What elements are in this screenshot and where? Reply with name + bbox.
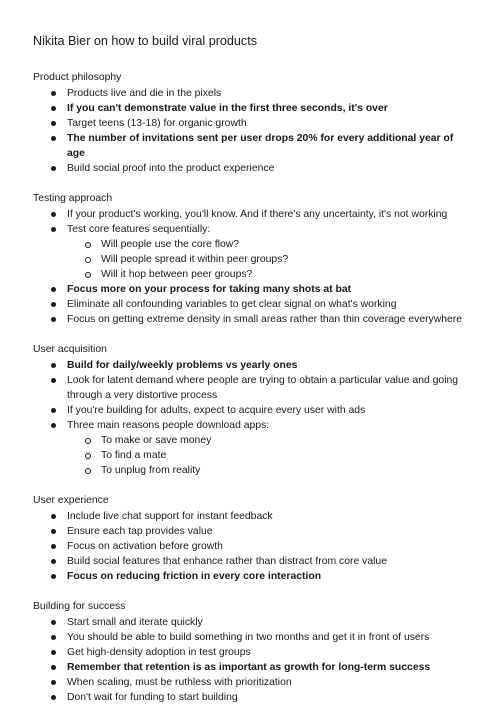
section bbox=[33, 70, 468, 176]
section-heading: Building for success bbox=[33, 601, 126, 612]
sub-bullet-item: To find a mate bbox=[33, 448, 468, 463]
bullet-item: Build for daily/weekly problems vs yearly ones bbox=[33, 358, 468, 373]
section bbox=[33, 493, 468, 584]
bullet-item: Focus on reducing friction in every core interaction bbox=[33, 569, 468, 584]
bullet-item: Focus on activation before growth bbox=[33, 539, 468, 554]
bullet-item: Target teens (13-18) for organic growth bbox=[33, 116, 468, 131]
bullet-item: Focus more on your process for taking many shots at bat bbox=[33, 282, 468, 297]
bullet-item: Get high-density adoption in test groups bbox=[33, 645, 468, 660]
bullet-item: Remember that retention is as important as growth for long-term success bbox=[33, 660, 468, 675]
bullet-item: If you can't demonstrate value in the first three seconds, it's over bbox=[33, 101, 468, 116]
bullet-list bbox=[33, 207, 468, 327]
sub-bullet-item: Will people spread it within peer groups? bbox=[33, 252, 468, 267]
bullet-item: Focus on getting extreme density in small areas rather than thin coverage everywhere bbox=[33, 312, 468, 327]
section-heading: Product philosophy bbox=[33, 72, 122, 83]
bullet-item: You should be able to build something in two months and get it in front of users bbox=[33, 630, 468, 645]
bullet-item: If your product's working, you'll know. And if there's any uncertainty, it's not working bbox=[33, 207, 468, 222]
bullet-item: Don't wait for funding to start building bbox=[33, 690, 468, 705]
bullet-item: Include live chat support for instant feedback bbox=[33, 509, 468, 524]
bullet-item: Eliminate all confounding variables to get clear signal on what's working bbox=[33, 297, 468, 312]
bullet-list bbox=[33, 509, 468, 584]
bullet-item: When scaling, must be ruthless with prioritization bbox=[33, 675, 468, 690]
section bbox=[33, 342, 468, 478]
bullet-list bbox=[33, 86, 468, 176]
section bbox=[33, 599, 468, 705]
bullet-item: Build social proof into the product experience bbox=[33, 161, 468, 176]
bullet-item: Three main reasons people download apps: bbox=[33, 418, 468, 433]
sub-bullet-item: Will it hop between peer groups? bbox=[33, 267, 468, 282]
bullet-item: Look for latent demand where people are trying to obtain a particular value and going through a very distortive process bbox=[33, 373, 468, 403]
bullet-item: Build social features that enhance rather than distract from core value bbox=[33, 554, 468, 569]
sub-bullet-item: To unplug from reality bbox=[33, 463, 468, 478]
bullet-list bbox=[33, 615, 468, 705]
document-body bbox=[33, 70, 468, 705]
section-heading: User experience bbox=[33, 495, 109, 506]
section bbox=[33, 191, 468, 327]
bullet-item: Test core features sequentially: bbox=[33, 222, 468, 237]
sub-bullet-item: Will people use the core flow? bbox=[33, 237, 468, 252]
bullet-item: Ensure each tap provides value bbox=[33, 524, 468, 539]
document-title: Nikita Bier on how to build viral products bbox=[33, 34, 257, 48]
bullet-item: The number of invitations sent per user drops 20% for every additional year of age bbox=[33, 131, 468, 161]
bullet-item: Products live and die in the pixels bbox=[33, 86, 468, 101]
section-heading: User acquisition bbox=[33, 344, 107, 355]
bullet-item: Start small and iterate quickly bbox=[33, 615, 468, 630]
sub-bullet-item: To make or save money bbox=[33, 433, 468, 448]
bullet-list bbox=[33, 358, 468, 478]
section-heading: Testing approach bbox=[33, 193, 113, 204]
bullet-item: If you're building for adults, expect to acquire every user with ads bbox=[33, 403, 468, 418]
